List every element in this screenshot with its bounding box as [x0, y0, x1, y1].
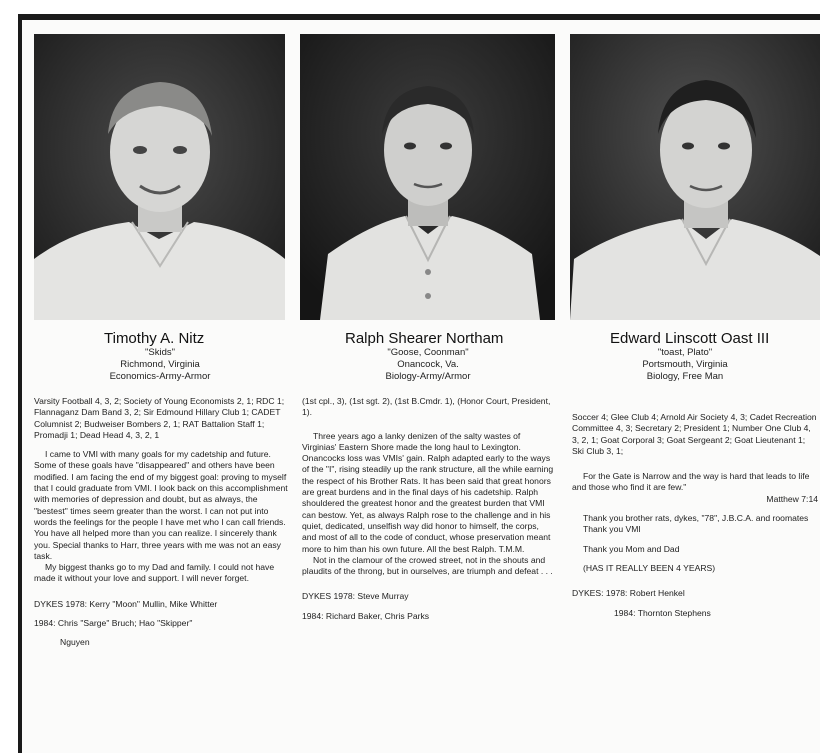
cadet-name: Edward Linscott Oast III [610, 330, 770, 347]
thanks-mom-dad: Thank you Mom and Dad [583, 543, 680, 554]
activities-list: (1st cpl., 3), (1st sgt. 2), (1st B.Cmdr. 1), (Honor Court, President, 1). [302, 396, 551, 418]
cadet-name: Timothy A. Nitz [104, 330, 205, 347]
cadet-nickname: "toast, Plato" [657, 347, 713, 358]
writeup-paragraph: Three years ago a lanky denizen of the salty wastes of Virginias' Eastern Shore made the long haul to Lexington. Onancocks loss was VMIs' gain. Ralph adapted early to the ways of the "I", rising steadily up the rank structure, all the while earning the respect of his Brother Rats. It has been said that great honors are great burdens and in the final days of his cadetship. Ralph shouldered the greatest honor and the greatest burden that VMI can bestow. Yet, as always Ralph rose to the challenge and in his quiet, dedicated, unselfish way did honor to himself, the corps, and most of all to the code of conduct, whose preservation meant more to him than his own future. All the best Ralph. T.M.M. [302, 430, 554, 554]
thanks-years: (HAS IT REALLY BEEN 4 YEARS) [583, 562, 716, 573]
cadet-details [328, 347, 528, 383]
portrait-photo-nitz [34, 34, 285, 320]
dykes-1984: 1984: Richard Baker, Chris Parks [302, 610, 430, 621]
cadet-hometown: Portsmouth, Virginia [642, 359, 728, 370]
cadet-major: Biology, Free Man [646, 371, 724, 382]
cadet-hometown: Richmond, Virginia [120, 359, 200, 370]
cadet-major: Biology-Army/Armor [385, 371, 471, 382]
activities-list: Varsity Football 4, 3, 2; Society of Young Economists 2, 1; RDC 1; Flannaganz Dam Band 3, 2; Sir Edmound Hillary Club 1; CADET Columnist 2; Budweiser Bombers 2, 1; RAT Battalion Staff 1; Promadji 1; Dead Head 4, 3, 2, 1 [34, 396, 285, 440]
cadet-hometown: Onancock, Va. [397, 359, 459, 370]
writeup-paragraph: I came to VMI with many goals for my cadetship and future. Some of these goals have "disappeared" and others have been modified. I am facing the end of my biggest goal: proving to myself that I could graduate from VMI. I look back on this accomplishment with memories of depression and doubt, but as always, the "bestest" times seem greater than the worst. I can not put into words the feelings for the people I have met who I can call friends. You have all helped more than you can realize. I sincerely thank you. Special thanks to Harr, three years with me was not an easy task. [34, 449, 288, 561]
cadet-nickname: "Goose, Coonman" [387, 347, 469, 358]
scripture-reference: Matthew 7:14 [766, 493, 818, 504]
cadet-writeup [302, 396, 554, 630]
activities-list: Soccer 4; Glee Club 4; Arnold Air Society 4, 3; Cadet Recreation Committee 4, 3; Secretary 2; President 1; Number One Club 4, 3, 2, 1; Goat Corporal 3; Goat Sergeant 2; Goat Lieutenant 1; Ski Club 3, 1; [572, 412, 817, 456]
cadet-details [60, 347, 260, 383]
cadet-writeup [572, 412, 818, 627]
dykes-1978: DYKES: 1978: Robert Henkel [572, 588, 685, 599]
dykes-1978: DYKES 1978: Steve Murray [302, 591, 409, 602]
portrait-photo-northam [300, 34, 555, 320]
cadet-name: Ralph Shearer Northam [345, 330, 504, 347]
dykes-1984-continued: Nguyen [60, 637, 90, 648]
dykes-1984: 1984: Thornton Stephens [614, 607, 711, 618]
cadet-writeup [34, 396, 288, 657]
writeup-paragraph: Not in the clamour of the crowed street, not in the shouts and plaudits of the throng, but in ourselves, are triumph and defeat . . . [302, 554, 553, 577]
portrait-photo-oast [570, 34, 820, 320]
cadet-nickname: "Skids" [145, 347, 175, 358]
thanks-line: Thank you brother rats, dykes, "78", J.B.C.A. and roomates [583, 513, 809, 524]
cadet-details [585, 347, 785, 383]
scripture-quote: For the Gate is Narrow and the way is hard that leads to life and those who find it are few." [572, 471, 810, 493]
cadet-major: Economics-Army-Armor [109, 371, 211, 382]
thanks-vmi: Thank you VMI [583, 524, 641, 535]
dykes-1984: 1984: Chris "Sarge" Bruch; Hao "Skipper" [34, 618, 193, 629]
dykes-1978: DYKES 1978: Kerry "Moon" Mullin, Mike Whitter [34, 598, 218, 609]
writeup-paragraph: My biggest thanks go to my Dad and family. I could not have made it without your love and support. I will never forget. [34, 562, 275, 584]
